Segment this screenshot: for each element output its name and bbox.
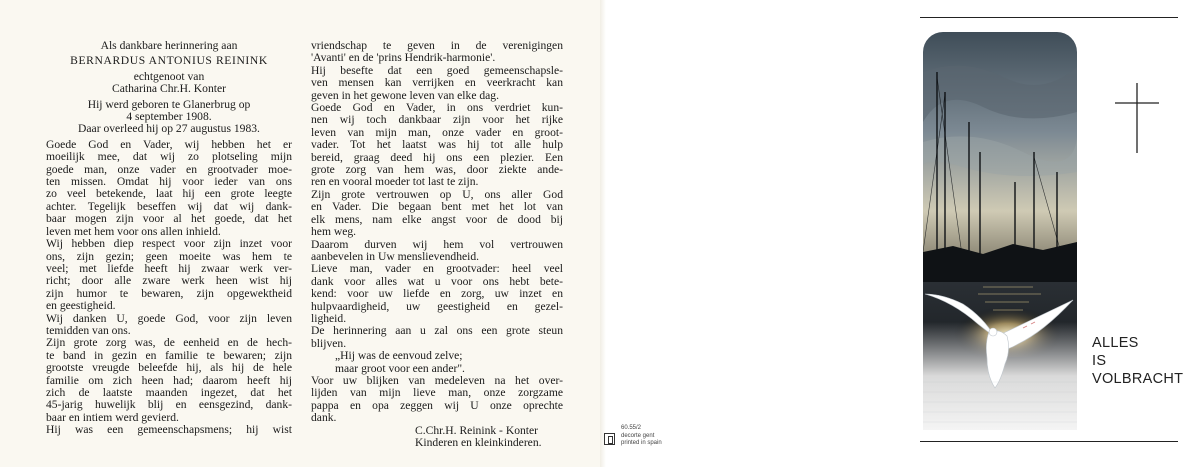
left-text-line: Hij was een gemeenschapsmens; hij wist [46,423,292,437]
right-text-line: nen wij toch dankbaar zijn voor het rijke [311,113,563,127]
quote-line-1: „Hij was de eenvoud zelve; [335,349,463,363]
right-text-line: hulpvaardigheid, uw geestigheid en gezel- [311,299,563,313]
right-text-line: grote zorg van hem was, door ziekte ande- [311,163,563,177]
harbor-sunset-photo [923,32,1077,430]
right-text-line: aanbevelen in Uw menslievendheid. [311,249,480,263]
closing-text [311,375,563,425]
right-text-line: hem weg. [311,225,357,239]
left-text-line: achter. Tegelijk beseffen wij dat wij dank- [46,199,292,213]
memorial-text-column-left [46,40,292,437]
left-text-line: ons, zijn gezin; geen moeite was hem te [46,249,292,263]
left-text-line: ten missen. Omdat hij voor ieder van ons [46,175,292,189]
closing-text-line: dank. [311,411,337,425]
died-line: Daar overleed hij op 27 augustus 1983. [78,122,260,136]
closing-text-line: pappa en opa zeggen wij U onze oprechte [311,398,563,412]
spouse-name: Catharina Chr.H. Konter [112,82,226,96]
left-text-line: zich de laatste maanden ingezet, dat het [46,385,292,399]
left-body-text [46,139,292,437]
left-text-line: Wij danken U, goede God, voor zijn leven [46,311,292,325]
top-rule [920,17,1178,18]
right-text-line: dank voor alles wat u voor ons hebt bete- [311,274,563,288]
heading-block [46,40,292,136]
left-text-line: goede man, onze vader en grootvader moe- [46,162,292,176]
born-line-1: Hij werd geboren te Glanerbrug op [87,97,251,111]
right-text-line: bereid, graag deed hij ons een plezier. Een [311,150,563,164]
right-text-line: Daarom durven wij hem vol vertrouwen [311,237,563,251]
right-text-line: ren en vooral moeder tot last te zijn. [311,175,479,189]
memorial-text-column-right [311,40,563,449]
right-text-line: Goede God en Vader, in ons verdriet kun- [311,101,563,115]
left-text-line: familie om zich heen had; daarom heeft hij [46,373,292,387]
left-text-line: grootste vreugde beleefde hij, als hij de hele [46,361,292,375]
right-text-line: kend: voor uw liefde en zorg, uw inzet en [311,287,563,301]
left-text-line: Zijn grote zorg was, de eenheid en de hech- [46,336,292,350]
printer-logo-icon [604,433,615,445]
left-text-line: en geestigheid. [46,299,116,313]
right-text-line: elk mens, nam elke angst voor de dood bij [311,212,563,226]
motto-text [1092,334,1183,388]
right-text-line: ven mensen kan verrijken en veerkracht kan [311,76,563,90]
printer-name: decorte gent [621,433,655,439]
born-line-2: 4 september 1908. [126,110,212,124]
right-text-line: vader. Tot het laatst was hij tot alle hulp [311,138,563,152]
closing-text-line: lijden van mijn lieve man, onze zorgzame [311,386,563,400]
left-text-line: zijn humor te bewaren, zijn opgewektheid [46,286,292,300]
quote-line-2: maar groot voor een ander". [335,361,465,375]
motto-line-2: IS [1092,353,1107,369]
right-body-text [311,40,563,350]
right-text-line: vriendschap te geven in de verenigingen [311,39,563,52]
card-fold [600,0,606,467]
spouse-intro: echtgenoot van [133,69,205,83]
right-text-line: geven in het gewone leven van elke dag. [311,88,500,102]
left-text-line: Goede God en Vader, wij hebben het er [46,137,292,151]
left-text-line: 45-jarig huwelijk blij en eensgezind, dank- [46,398,292,412]
intro-line: Als dankbare herinnering aan [100,39,238,52]
left-text-line: baar en intiem werd gevierd. [46,410,179,424]
printer-code: 60.55/2 [621,425,642,431]
left-text-line: baar mogen zijn voor al het goede, dat het [46,212,292,226]
left-text-line: moeilijk mee, dat wij zo plotseling mijn [46,150,292,164]
left-text-line: veel; met liefde heeft hij zwaar werk ver- [46,261,292,275]
right-text-line: Zijn grote vertrouwen op U, ons aller God [311,187,563,201]
right-text-line: leven van mijn man, onze vader en groot- [311,125,563,139]
motto-line-3: VOLBRACHT [1092,371,1184,387]
left-text-line: temidden van ons. [46,323,131,337]
left-text-line: te band in gezin en familie te bewaren; zijn [46,348,292,362]
motto-line-1: ALLES [1092,335,1139,351]
right-text-line: Hij besefte dat een goed gemeenschapsle- [311,63,563,77]
left-text-line: zo veel betekende, laat hij een grote leegte [46,187,292,201]
right-text-line: en Vader. Die begaan bent met het lot van [311,200,563,214]
right-text-line: 'Avanti' en de 'prins Hendrik-harmonie'. [311,51,496,65]
printer-place: printed in spain [621,440,662,446]
cross-icon [1111,81,1161,155]
left-text-line: leven met hem voor ons allen inhield. [46,224,221,238]
right-text-line: ligheid. [311,311,347,325]
signature: C.Chr.H. Reinink - Konter [415,423,539,437]
left-text-line: Wij hebben diep respect voor zijn inzet voor [46,237,292,251]
family-signature: Kinderen en kleinkinderen. [415,436,542,449]
right-text-line: De herinnering aan u zal ons een grote steun [311,324,563,338]
closing-text-line: Voor uw blijken van medeleven na het over- [311,373,563,387]
right-text-line: blijven. [311,336,347,350]
right-text-line: Lieve man, vader en grootvader: heel veel [311,262,563,276]
bottom-rule [920,441,1178,442]
deceased-name: BERNARDUS ANTONIUS REININK [70,54,268,68]
left-text-line: richt; door alle zware werk heen wist hij [46,274,292,288]
